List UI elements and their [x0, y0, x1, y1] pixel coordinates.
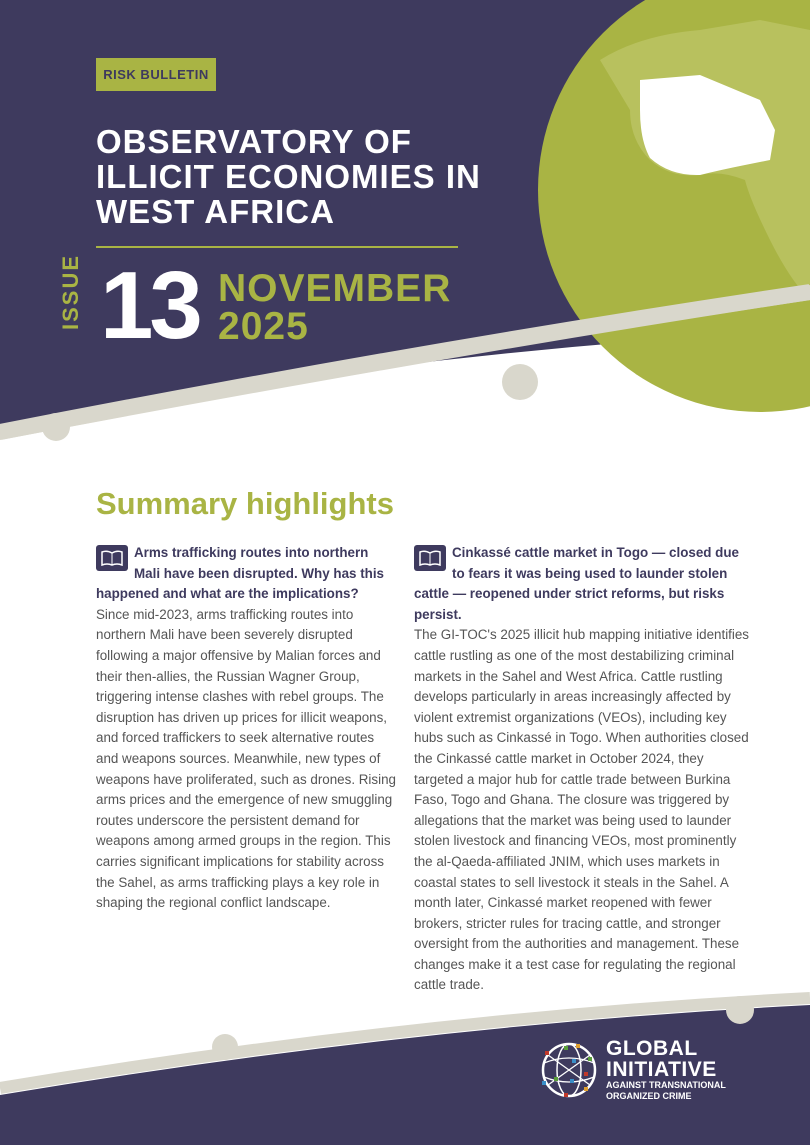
logo-text-tagline-2: ORGANIZED CRIME — [606, 1091, 692, 1101]
summary-item-title: Cinkassé cattle market in Togo — closed due to fears it was being used to launder stolen cattle — reopened under strict reforms, but risks persist. — [414, 545, 739, 622]
globe-icon — [540, 1041, 598, 1099]
summary-item — [414, 543, 750, 996]
global-initiative-logo — [540, 1038, 726, 1102]
logo-text-global: GLOBAL — [606, 1037, 698, 1060]
issue-date — [218, 267, 452, 348]
date-month: NOVEMBER — [218, 267, 452, 310]
risk-bulletin-badge: RISK BULLETIN — [96, 58, 216, 91]
summary-item — [96, 543, 398, 914]
book-icon — [414, 545, 446, 571]
summary-heading: Summary highlights — [96, 486, 394, 521]
summary-item-body: Since mid-2023, arms trafficking routes into northern Mali have been severely disrupted following a major offensive by Malian forces and their then-allies, the Russian Wagner Group, triggering intense clashes with rebel groups. The disruption has driven up prices for illicit weapons, and forced traffickers to seek alternative routes and weapons sources. Meanwhile, new types of weapons have proliferated, such as drones. Rising arms prices and the emergence of new smuggling routes underscore the persistent demand for weapons among armed groups in the region. This carries significant implications for stability across the Sahel, as arms trafficking plays a key role in shaping the regional conflict landscape. — [96, 606, 396, 911]
summary-item-body: The GI-TOC's 2025 illicit hub mapping initiative identifies cattle rustling as one of the most destabilizing criminal markets in the Sahel and West Africa. Cattle rustling develops particularly in areas increasingly affected by violent extremist organizations (VEOs), including key hubs such as Cinkassé in Togo. When authorities closed the Cinkassé cattle market in October 2024, they targeted a major hub for cattle trade between Burkina Faso, Togo and Ghana. The closure was triggered by allegations that the market was being used to launder stolen livestock and financing VEOs, most prominently the al-Qaeda-affiliated JNIM, which uses markets in coastal states to sell livestock it steals in the Sahel. A month later, Cinkassé market reopened with fewer brokers, stricter rules for tracing cattle, and stronger oversight from the authorities and management. These changes make it a test case for regulating the regional cattle trade. — [414, 627, 750, 993]
logo-text-tagline-1: AGAINST TRANSNATIONAL — [606, 1080, 726, 1090]
summary-item-title: Arms trafficking routes into northern Mali have been disrupted. Why has this happened and what are the implications? — [96, 545, 385, 602]
title-divider — [96, 246, 458, 248]
logo-text-initiative: INITIATIVE — [606, 1058, 717, 1081]
date-year: 2025 — [218, 305, 309, 348]
issue-number: 13 — [100, 252, 199, 359]
issue-label: ISSUE — [58, 253, 83, 330]
report-title: OBSERVATORY OF ILLICIT ECONOMIES IN WEST AFRICA — [96, 123, 481, 230]
book-icon — [96, 545, 128, 571]
